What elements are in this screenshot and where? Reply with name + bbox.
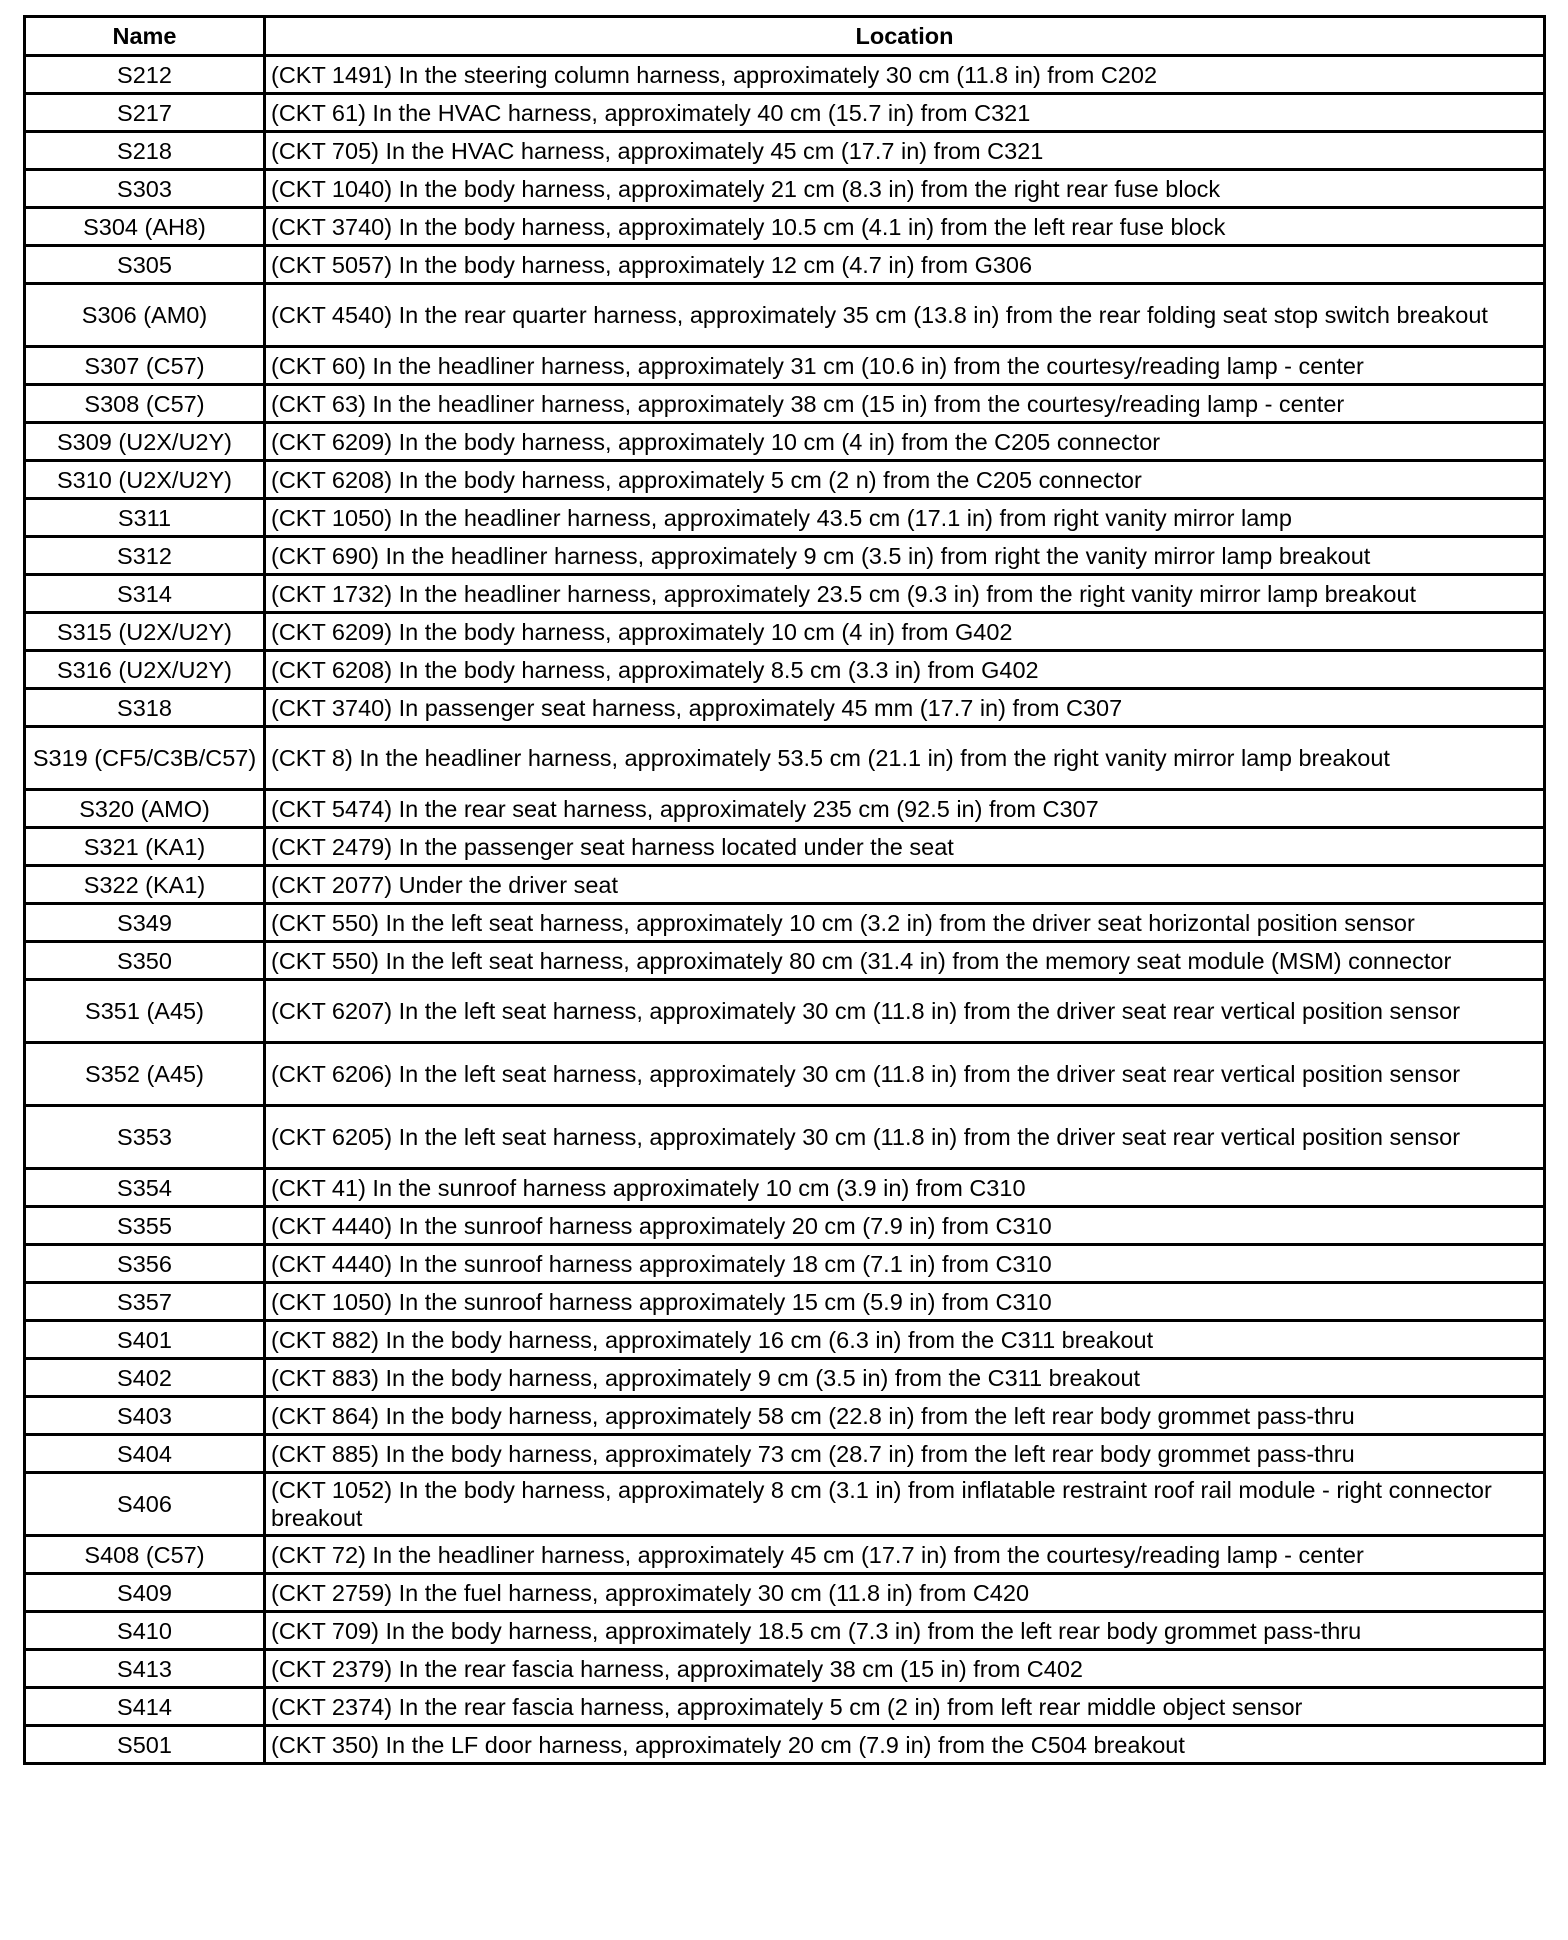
table-row [25, 1359, 1545, 1397]
table-row [25, 1574, 1545, 1612]
splice-name-cell: S309 (U2X/U2Y) [25, 423, 265, 461]
splice-name-cell: S501 [25, 1726, 265, 1764]
splice-name-cell: S310 (U2X/U2Y) [25, 461, 265, 499]
splice-name-cell: S305 [25, 246, 265, 284]
splice-location-cell: (CKT 2479) In the passenger seat harness located under the seat [265, 828, 1545, 866]
splice-name-cell: S319 (CF5/C3B/C57) [25, 727, 265, 790]
splice-name-cell: S401 [25, 1321, 265, 1359]
splice-name-cell: S406 [25, 1473, 265, 1536]
splice-name-cell: S408 (C57) [25, 1536, 265, 1574]
splice-name-cell: S312 [25, 537, 265, 575]
splice-name-cell: S308 (C57) [25, 385, 265, 423]
splice-location-cell: (CKT 6209) In the body harness, approximately 10 cm (4 in) from G402 [265, 613, 1545, 651]
table-row [25, 1283, 1545, 1321]
table-row [25, 132, 1545, 170]
splice-name-cell: S304 (AH8) [25, 208, 265, 246]
table-row [25, 1726, 1545, 1764]
splice-location-cell: (CKT 5057) In the body harness, approximately 12 cm (4.7 in) from G306 [265, 246, 1545, 284]
splice-name-cell: S311 [25, 499, 265, 537]
table-row [25, 866, 1545, 904]
table-row [25, 689, 1545, 727]
splice-location-cell: (CKT 5474) In the rear seat harness, approximately 235 cm (92.5 in) from C307 [265, 790, 1545, 828]
table-row [25, 942, 1545, 980]
table-row [25, 385, 1545, 423]
splice-name-cell: S217 [25, 94, 265, 132]
splice-location-cell: (CKT 885) In the body harness, approximately 73 cm (28.7 in) from the left rear body grommet pass-thru [265, 1435, 1545, 1473]
splice-location-cell: (CKT 6207) In the left seat harness, approximately 30 cm (11.8 in) from the driver seat rear vertical position sensor [265, 980, 1545, 1043]
splice-location-cell: (CKT 1040) In the body harness, approximately 21 cm (8.3 in) from the right rear fuse block [265, 170, 1545, 208]
splice-name-cell: S212 [25, 56, 265, 94]
table-row [25, 1207, 1545, 1245]
splice-location-cell: (CKT 883) In the body harness, approximately 9 cm (3.5 in) from the C311 breakout [265, 1359, 1545, 1397]
splice-location-cell: (CKT 6209) In the body harness, approximately 10 cm (4 in) from the C205 connector [265, 423, 1545, 461]
splice-location-cell: (CKT 3740) In the body harness, approximately 10.5 cm (4.1 in) from the left rear fuse block [265, 208, 1545, 246]
splice-name-cell: S316 (U2X/U2Y) [25, 651, 265, 689]
table-row [25, 461, 1545, 499]
splice-name-cell: S318 [25, 689, 265, 727]
splice-location-cell: (CKT 550) In the left seat harness, approximately 10 cm (3.2 in) from the driver seat horizontal position sensor [265, 904, 1545, 942]
splice-location-cell: (CKT 8) In the headliner harness, approximately 53.5 cm (21.1 in) from the right vanity mirror lamp breakout [265, 727, 1545, 790]
splice-name-cell: S307 (C57) [25, 347, 265, 385]
table-row [25, 575, 1545, 613]
splice-location-cell: (CKT 61) In the HVAC harness, approximately 40 cm (15.7 in) from C321 [265, 94, 1545, 132]
table-row [25, 170, 1545, 208]
splice-name-cell: S410 [25, 1612, 265, 1650]
splice-location-cell: (CKT 6205) In the left seat harness, approximately 30 cm (11.8 in) from the driver seat rear vertical position sensor [265, 1106, 1545, 1169]
header-row [25, 17, 1545, 56]
splice-location-cell: (CKT 3740) In passenger seat harness, approximately 45 mm (17.7 in) from C307 [265, 689, 1545, 727]
splice-name-cell: S352 (A45) [25, 1043, 265, 1106]
table-row [25, 208, 1545, 246]
table-row [25, 1397, 1545, 1435]
splice-location-cell: (CKT 882) In the body harness, approximately 16 cm (6.3 in) from the C311 breakout [265, 1321, 1545, 1359]
table-row [25, 1612, 1545, 1650]
splice-name-cell: S356 [25, 1245, 265, 1283]
table-row [25, 1321, 1545, 1359]
splice-name-cell: S218 [25, 132, 265, 170]
splice-name-cell: S306 (AM0) [25, 284, 265, 347]
splice-location-cell: (CKT 1491) In the steering column harness, approximately 30 cm (11.8 in) from C202 [265, 56, 1545, 94]
table-row [25, 1169, 1545, 1207]
table-row [25, 1106, 1545, 1169]
table-row [25, 651, 1545, 689]
table-row [25, 828, 1545, 866]
splice-location-table [23, 15, 1546, 1765]
column-header-location: Location [265, 17, 1545, 56]
splice-location-cell: (CKT 1052) In the body harness, approximately 8 cm (3.1 in) from inflatable restraint roof rail module - right connector breakout [265, 1473, 1545, 1536]
splice-location-cell: (CKT 705) In the HVAC harness, approximately 45 cm (17.7 in) from C321 [265, 132, 1545, 170]
table-row [25, 1435, 1545, 1473]
splice-name-cell: S403 [25, 1397, 265, 1435]
splice-name-cell: S350 [25, 942, 265, 980]
splice-name-cell: S354 [25, 1169, 265, 1207]
table-row [25, 94, 1545, 132]
splice-location-cell: (CKT 2759) In the fuel harness, approximately 30 cm (11.8 in) from C420 [265, 1574, 1545, 1612]
table-row [25, 1536, 1545, 1574]
splice-name-cell: S322 (KA1) [25, 866, 265, 904]
table-row [25, 499, 1545, 537]
table-row [25, 727, 1545, 790]
splice-location-cell: (CKT 690) In the headliner harness, approximately 9 cm (3.5 in) from right the vanity mirror lamp breakout [265, 537, 1545, 575]
splice-location-cell: (CKT 6208) In the body harness, approximately 5 cm (2 n) from the C205 connector [265, 461, 1545, 499]
splice-name-cell: S402 [25, 1359, 265, 1397]
table-row [25, 537, 1545, 575]
splice-location-cell: (CKT 72) In the headliner harness, approximately 45 cm (17.7 in) from the courtesy/reading lamp - center [265, 1536, 1545, 1574]
splice-location-cell: (CKT 6208) In the body harness, approximately 8.5 cm (3.3 in) from G402 [265, 651, 1545, 689]
table-row [25, 980, 1545, 1043]
table-row [25, 1650, 1545, 1688]
splice-location-cell: (CKT 41) In the sunroof harness approximately 10 cm (3.9 in) from C310 [265, 1169, 1545, 1207]
splice-location-cell: (CKT 864) In the body harness, approximately 58 cm (22.8 in) from the left rear body grommet pass-thru [265, 1397, 1545, 1435]
splice-location-cell: (CKT 1050) In the sunroof harness approximately 15 cm (5.9 in) from C310 [265, 1283, 1545, 1321]
column-header-name: Name [25, 17, 265, 56]
table-row [25, 1688, 1545, 1726]
splice-location-cell: (CKT 4540) In the rear quarter harness, approximately 35 cm (13.8 in) from the rear folding seat stop switch breakout [265, 284, 1545, 347]
table-row [25, 904, 1545, 942]
splice-name-cell: S414 [25, 1688, 265, 1726]
splice-location-cell: (CKT 709) In the body harness, approximately 18.5 cm (7.3 in) from the left rear body grommet pass-thru [265, 1612, 1545, 1650]
splice-location-cell: (CKT 1050) In the headliner harness, approximately 43.5 cm (17.1 in) from right vanity mirror lamp [265, 499, 1545, 537]
splice-location-cell: (CKT 2374) In the rear fascia harness, approximately 5 cm (2 in) from left rear middle object sensor [265, 1688, 1545, 1726]
splice-location-cell: (CKT 1732) In the headliner harness, approximately 23.5 cm (9.3 in) from the right vanity mirror lamp breakout [265, 575, 1545, 613]
splice-name-cell: S349 [25, 904, 265, 942]
table-row [25, 1245, 1545, 1283]
splice-name-cell: S357 [25, 1283, 265, 1321]
table-row [25, 284, 1545, 347]
splice-location-cell: (CKT 2379) In the rear fascia harness, approximately 38 cm (15 in) from C402 [265, 1650, 1545, 1688]
splice-name-cell: S353 [25, 1106, 265, 1169]
splice-name-cell: S314 [25, 575, 265, 613]
splice-location-cell: (CKT 4440) In the sunroof harness approximately 20 cm (7.9 in) from C310 [265, 1207, 1545, 1245]
splice-location-cell: (CKT 350) In the LF door harness, approximately 20 cm (7.9 in) from the C504 breakout [265, 1726, 1545, 1764]
table-body [25, 56, 1545, 1764]
splice-name-cell: S303 [25, 170, 265, 208]
splice-name-cell: S351 (A45) [25, 980, 265, 1043]
table-row [25, 613, 1545, 651]
table-row [25, 423, 1545, 461]
table-row [25, 1043, 1545, 1106]
table-row [25, 56, 1545, 94]
splice-location-cell: (CKT 6206) In the left seat harness, approximately 30 cm (11.8 in) from the driver seat rear vertical position sensor [265, 1043, 1545, 1106]
splice-name-cell: S409 [25, 1574, 265, 1612]
splice-location-cell: (CKT 550) In the left seat harness, approximately 80 cm (31.4 in) from the memory seat module (MSM) connector [265, 942, 1545, 980]
splice-name-cell: S321 (KA1) [25, 828, 265, 866]
splice-location-cell: (CKT 2077) Under the driver seat [265, 866, 1545, 904]
splice-location-cell: (CKT 60) In the headliner harness, approximately 31 cm (10.6 in) from the courtesy/reading lamp - center [265, 347, 1545, 385]
splice-location-cell: (CKT 4440) In the sunroof harness approximately 18 cm (7.1 in) from C310 [265, 1245, 1545, 1283]
splice-name-cell: S355 [25, 1207, 265, 1245]
table-row [25, 347, 1545, 385]
splice-name-cell: S404 [25, 1435, 265, 1473]
table-row [25, 790, 1545, 828]
splice-location-cell: (CKT 63) In the headliner harness, approximately 38 cm (15 in) from the courtesy/reading lamp - center [265, 385, 1545, 423]
splice-name-cell: S320 (AMO) [25, 790, 265, 828]
table-row [25, 1473, 1545, 1536]
splice-name-cell: S315 (U2X/U2Y) [25, 613, 265, 651]
table-row [25, 246, 1545, 284]
splice-name-cell: S413 [25, 1650, 265, 1688]
